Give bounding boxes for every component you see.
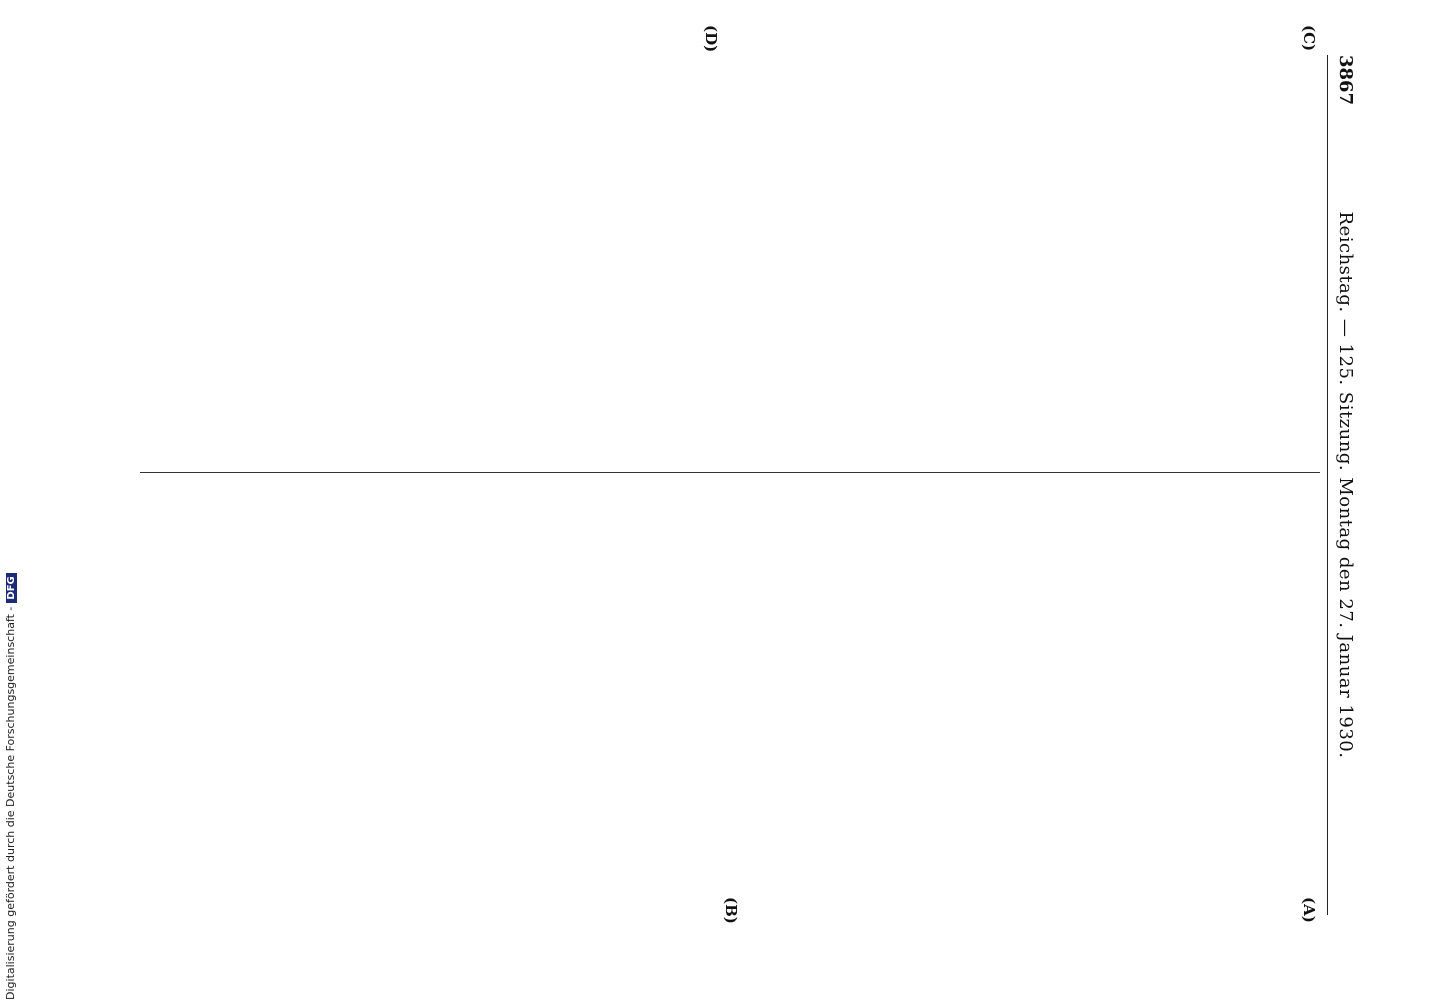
digitization-footer [4, 573, 17, 1000]
margin-marker-b: (B) [722, 897, 740, 924]
dfg-logo: DFG [6, 573, 17, 602]
margin-marker-c: (C) [1300, 25, 1318, 52]
page-header [1327, 55, 1360, 915]
page-title: Reichstag. — 125. Sitzung. Montag den 27. Januar 1930. [1335, 211, 1356, 759]
margin-marker-d: (D) [702, 25, 720, 53]
column-left [140, 485, 1320, 890]
page-number: 3867 [1335, 55, 1356, 106]
footer-text: Digitalisierung gefördert durch die Deutsche Forschungsgemeinschaft - [4, 606, 17, 1000]
document-page [120, 25, 1360, 924]
margin-marker-a: (A) [1300, 897, 1318, 923]
column-divider [140, 472, 1320, 473]
column-right [140, 55, 1320, 460]
